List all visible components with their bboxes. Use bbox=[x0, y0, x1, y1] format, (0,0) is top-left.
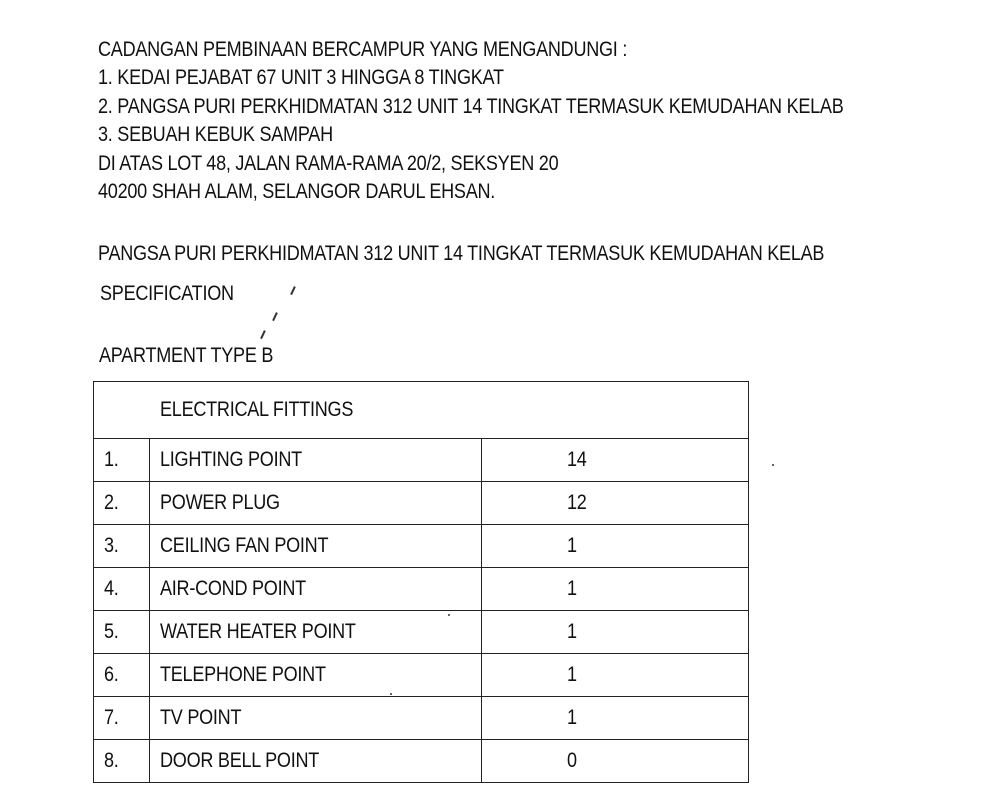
row-number: 6. bbox=[104, 663, 119, 686]
row-number: 7. bbox=[104, 706, 119, 729]
item-quantity: 1 bbox=[566, 577, 577, 600]
table-title: ELECTRICAL FITTINGS bbox=[160, 398, 354, 421]
item-quantity: 14 bbox=[566, 448, 587, 471]
item-name: TELEPHONE POINT bbox=[159, 663, 326, 686]
table-row bbox=[94, 611, 749, 654]
item-cell bbox=[149, 697, 481, 740]
row-number: 5. bbox=[104, 620, 119, 643]
row-number: 3. bbox=[104, 534, 119, 557]
table-row bbox=[94, 525, 749, 568]
quantity-cell bbox=[481, 740, 748, 783]
table-title-cell bbox=[94, 382, 749, 439]
table-row bbox=[94, 439, 749, 482]
electrical-fittings-table bbox=[93, 381, 749, 783]
section-subtitle: PANGSA PURI PERKHIDMATAN 312 UNIT 14 TINGKAT TERMASUK KEMUDAHAN KELAB bbox=[98, 242, 825, 265]
table-header-row bbox=[94, 382, 749, 439]
header-line: DI ATAS LOT 48, JALAN RAMA-RAMA 20/2, SEKSYEN 20 bbox=[98, 152, 559, 175]
item-quantity: 1 bbox=[566, 663, 577, 686]
quantity-cell bbox=[481, 697, 748, 740]
row-number-cell bbox=[94, 439, 150, 482]
item-name: CEILING FAN POINT bbox=[159, 534, 328, 557]
header-line: 1. KEDAI PEJABAT 67 UNIT 3 HINGGA 8 TINGKAT bbox=[98, 66, 504, 89]
scan-mark bbox=[272, 312, 277, 321]
table-row bbox=[94, 482, 749, 525]
row-number: 1. bbox=[104, 448, 119, 471]
table-row bbox=[94, 654, 749, 697]
quantity-cell bbox=[481, 611, 748, 654]
header-line: 40200 SHAH ALAM, SELANGOR DARUL EHSAN. bbox=[98, 180, 496, 203]
item-quantity: 12 bbox=[566, 491, 587, 514]
item-cell bbox=[149, 654, 481, 697]
table-row bbox=[94, 740, 749, 783]
row-number: 8. bbox=[104, 749, 119, 772]
row-number-cell bbox=[94, 654, 150, 697]
item-cell bbox=[149, 568, 481, 611]
item-cell bbox=[149, 482, 481, 525]
quantity-cell bbox=[481, 439, 748, 482]
item-name: TV POINT bbox=[159, 706, 241, 729]
row-number-cell bbox=[94, 568, 150, 611]
header-line: CADANGAN PEMBINAAN BERCAMPUR YANG MENGANDUNGI : bbox=[98, 38, 628, 61]
item-cell bbox=[149, 439, 481, 482]
item-quantity: 1 bbox=[566, 706, 577, 729]
table-row bbox=[94, 697, 749, 740]
row-number: 2. bbox=[104, 491, 119, 514]
row-number-cell bbox=[94, 697, 150, 740]
apartment-type-label: APARTMENT TYPE B bbox=[99, 344, 274, 367]
header-line: 2. PANGSA PURI PERKHIDMATAN 312 UNIT 14 TINGKAT TERMASUK KEMUDAHAN KELAB bbox=[98, 95, 844, 118]
scan-mark bbox=[290, 286, 295, 295]
item-name: POWER PLUG bbox=[159, 491, 280, 514]
item-quantity: 1 bbox=[566, 620, 577, 643]
quantity-cell bbox=[481, 568, 748, 611]
scan-speck bbox=[772, 464, 774, 466]
row-number-cell bbox=[94, 525, 150, 568]
item-name: LIGHTING POINT bbox=[159, 448, 302, 471]
item-name: WATER HEATER POINT bbox=[159, 620, 356, 643]
item-cell bbox=[149, 611, 481, 654]
item-quantity: 0 bbox=[566, 749, 577, 772]
specification-label: SPECIFICATION bbox=[100, 282, 234, 305]
quantity-cell bbox=[481, 525, 748, 568]
item-name: DOOR BELL POINT bbox=[159, 749, 319, 772]
scan-mark bbox=[260, 330, 265, 339]
row-number-cell bbox=[94, 611, 150, 654]
header-line: 3. SEBUAH KEBUK SAMPAH bbox=[98, 123, 333, 146]
item-name: AIR-COND POINT bbox=[159, 577, 306, 600]
table-row bbox=[94, 568, 749, 611]
quantity-cell bbox=[481, 654, 748, 697]
row-number-cell bbox=[94, 740, 150, 783]
item-quantity: 1 bbox=[566, 534, 577, 557]
item-cell bbox=[149, 525, 481, 568]
quantity-cell bbox=[481, 482, 748, 525]
row-number: 4. bbox=[104, 577, 119, 600]
row-number-cell bbox=[94, 482, 150, 525]
item-cell bbox=[149, 740, 481, 783]
